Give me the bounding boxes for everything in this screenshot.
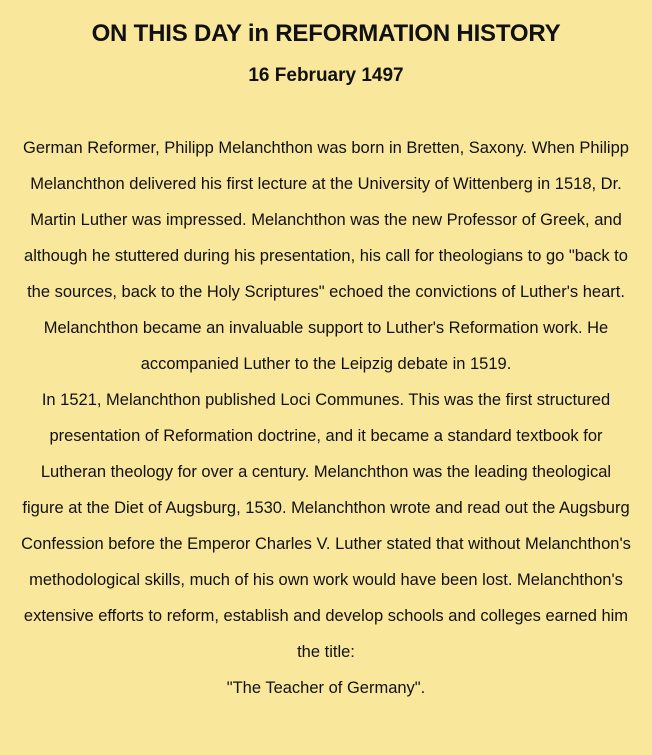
article-paragraph-birth: German Reformer, Philipp Melanchthon was born in Bretten, Saxony. When Philipp Melanchthon delivered his first lecture at the University of Wittenberg in 1518, Dr. Martin Luther was impressed. Melanchthon was the new Professor of Greek, and although he stuttered during his presentation, his call for theologians to go "back to the sources, back to the Holy Scriptures" echoed the convictions of Luther's heart. [23, 139, 629, 301]
article-paragraph-title: "The Teacher of Germany". [226, 679, 426, 697]
article-paragraph-loci-communes: In 1521, Melanchthon published Loci Communes. This was the first structured presentation of Reformation doctrine, and it became a standard textbook for Lutheran theology for over a century. Melanchthon was the leading theological figure at the Diet of Augsburg, 1530. Melanchthon wrote and read out the Augsburg Confession before the Emperor Charles V. Luther stated that without Melanchthon's methodological skills, much of his own work would have been lost. Melanchthon's extensive efforts to reform, establish and develop schools and colleges earned him the title: [21, 391, 631, 661]
article-body [18, 130, 634, 706]
article-paragraph-support: Melanchthon became an invaluable support to Luther's Reformation work. He accompanied Luther to the Leipzig debate in 1519. [43, 319, 609, 373]
event-date: 16 February 1497 [248, 65, 404, 86]
page-title: ON THIS DAY in REFORMATION HISTORY [91, 20, 561, 47]
